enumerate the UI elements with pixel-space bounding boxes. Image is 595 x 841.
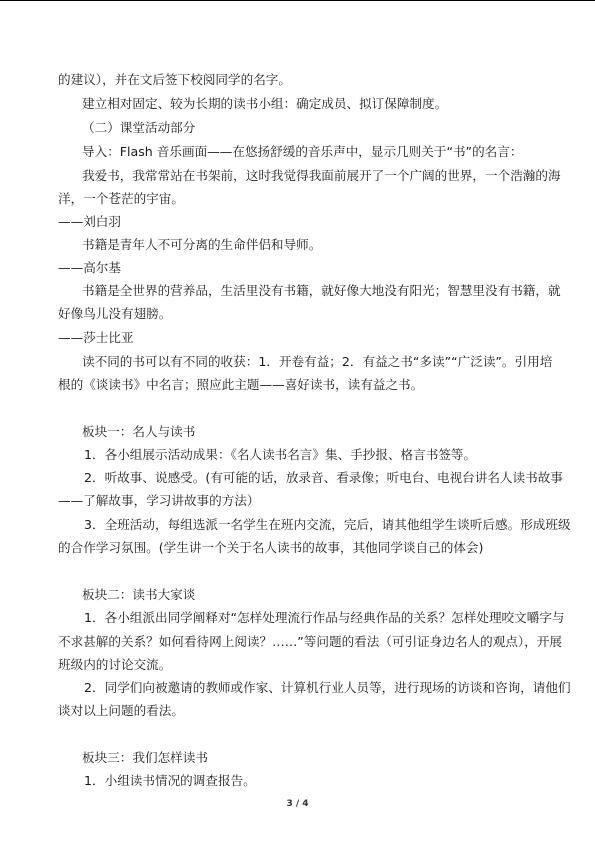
list-item: 1．小组读书情况的调查报告。 (84, 773, 256, 788)
list-item-continuation: 班级内的讨论交流。 (58, 657, 172, 672)
section-heading: 板块一：名人与读书 (82, 424, 196, 439)
paragraph-line: 导入：Flash 音乐画面——在悠扬舒缓的音乐声中，显示几则关于“书”的名言： (82, 144, 523, 159)
paragraph-line: 建立相对固定、较为长期的读书小组：确定成员、拟订保障制度。 (82, 96, 448, 111)
list-item-continuation: 的合作学习氛围。(学生讲一个关于名人读书的故事，其他同学谈自己的体会) (58, 540, 484, 555)
list-item: 1．各小组派出同学阐释对“怎样处理流行作品与经典作品的关系？怎样处理咬文嚼字与 (84, 610, 565, 625)
section-heading: （二）课堂活动部分 (82, 120, 196, 135)
paragraph-line: 根的《谈读书》中名言；照应此主题——喜好读书，读有益之书。 (58, 377, 424, 392)
list-item: 3．全班活动，每组选派一名学生在班内交流，完后，请其他组学生谈听后感。形成班级 (84, 517, 571, 532)
section-heading: 板块二：读书大家谈 (82, 587, 196, 602)
list-item: 1．各小组展示活动成果：《名人读书名言》集、手抄报、格言书签等。 (84, 447, 477, 462)
section-heading: 板块三：我们怎样读书 (82, 750, 208, 765)
quote-line: 洋，一个苍茫的宇宙。 (58, 191, 184, 206)
quote-line: 书籍是全世界的营养品，生活里没有书籍，就好像大地没有阳光；智慧里没有书籍，就 (82, 283, 561, 298)
list-item-continuation: 谈对以上问题的看法。 (58, 703, 184, 718)
page-number: 3 / 4 (286, 799, 309, 809)
quote-author: ——高尔基 (58, 260, 121, 275)
paragraph-line: 读不同的书可以有不同的收获：1．开卷有益；2．有益之书“多读”“广泛读”。引用培 (82, 354, 553, 369)
quote-line: 我爱书，我常常站在书架前，这时我觉得我面前展开了一个广阔的世界，一个浩瀚的海 (82, 168, 561, 183)
list-item: 2．同学们向被邀请的教师或作家、计算机行业人员等，进行现场的访谈和咨询，请他们 (84, 680, 571, 695)
paragraph-line: 的建议），并在文后签下校阅同学的名字。 (58, 72, 291, 87)
quote-line: 书籍是青年人不可分离的生命伴侣和导师。 (82, 237, 322, 252)
list-item: 2．听故事、说感受。(有可能的话，放录音、看录像；听电台、电视台讲名人读书故事 (84, 470, 563, 485)
quote-line: 好像鸟儿没有翅膀。 (58, 306, 172, 321)
quote-author: ——莎士比亚 (58, 330, 134, 345)
quote-author: ——刘白羽 (58, 214, 121, 229)
header-rule (0, 0, 595, 1)
list-item-continuation: 不求甚解的关系？如何看待网上阅读？……”等问题的看法（可引证身边名人的观点），开展 (58, 634, 562, 649)
list-item-continuation: ——了解故事，学习讲故事的方法） (58, 493, 260, 508)
